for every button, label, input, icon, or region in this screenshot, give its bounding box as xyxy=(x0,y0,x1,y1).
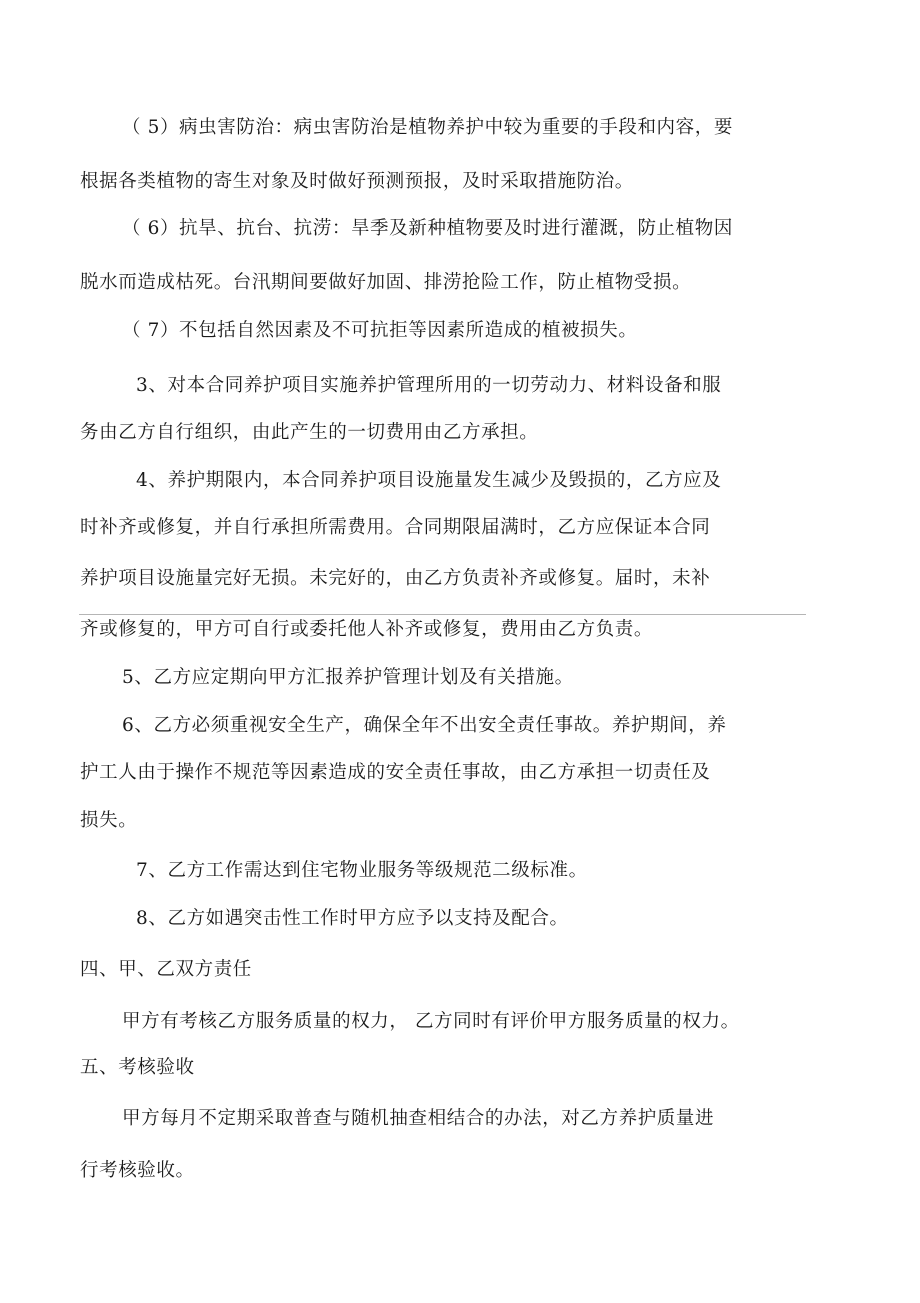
paragraph-line: 养护项目设施量完好无损。未完好的，由乙方负责补齐或修复。届时，未补 xyxy=(80,568,711,589)
paragraph-line: 5、乙方应定期向甲方汇报养护管理计划及有关措施。 xyxy=(122,667,574,688)
horizontal-rule xyxy=(79,614,806,615)
paragraph-line: 6、乙方必须重视安全生产，确保全年不出安全责任事故。养护期间，养 xyxy=(122,715,727,736)
section-heading: 五、考核验收 xyxy=(80,1057,195,1078)
paragraph-line: 齐或修复的，甲方可自行或委托他人补齐或修复，费用由乙方负责。 xyxy=(80,619,654,640)
paragraph-line: 脱水而造成枯死。台汛期间要做好加固、排涝抢险工作，防止植物受损。 xyxy=(80,272,692,293)
paragraph-line: 甲方有考核乙方服务质量的权力， 乙方同时有评价甲方服务质量的权力。 xyxy=(122,1011,740,1032)
paragraph-line: 务由乙方自行组织，由此产生的一切费用由乙方承担。 xyxy=(80,422,539,443)
paragraph-line: 甲方每月不定期采取普查与随机抽查相结合的办法，对乙方养护质量进 xyxy=(122,1108,715,1129)
paragraph-line: （ 7）不包括自然因素及不可抗拒等因素所造成的植被损失。 xyxy=(122,320,638,341)
paragraph-line: 7、乙方工作需达到住宅物业服务等级规范二级标准。 xyxy=(136,860,588,881)
paragraph-line: 3、对本合同养护项目实施养护管理所用的一切劳动力、材料设备和服 xyxy=(136,375,722,396)
paragraph-line: （ 6）抗旱、抗台、抗涝：旱季及新种植物要及时进行灌溉，防止植物因 xyxy=(122,218,733,239)
section-heading: 四、甲、乙双方责任 xyxy=(80,959,252,980)
paragraph-line: 4、养护期限内，本合同养护项目设施量发生减少及毁损的，乙方应及 xyxy=(136,470,722,491)
paragraph-line: 8、乙方如遇突击性工作时甲方应予以支持及配合。 xyxy=(136,908,569,929)
paragraph-line: 行考核验收。 xyxy=(80,1160,195,1181)
paragraph-line: （ 5）病虫害防治：病虫害防治是植物养护中较为重要的手段和内容，要 xyxy=(122,117,733,138)
paragraph-line: 时补齐或修复，并自行承担所需费用。合同期限届满时，乙方应保证本合同 xyxy=(80,517,711,538)
paragraph-line: 损失。 xyxy=(80,810,138,831)
paragraph-line: 根据各类植物的寄生对象及时做好预测预报，及时采取措施防治。 xyxy=(80,171,634,192)
paragraph-line: 护工人由于操作不规范等因素造成的安全责任事故，由乙方承担一切责任及 xyxy=(80,762,711,783)
